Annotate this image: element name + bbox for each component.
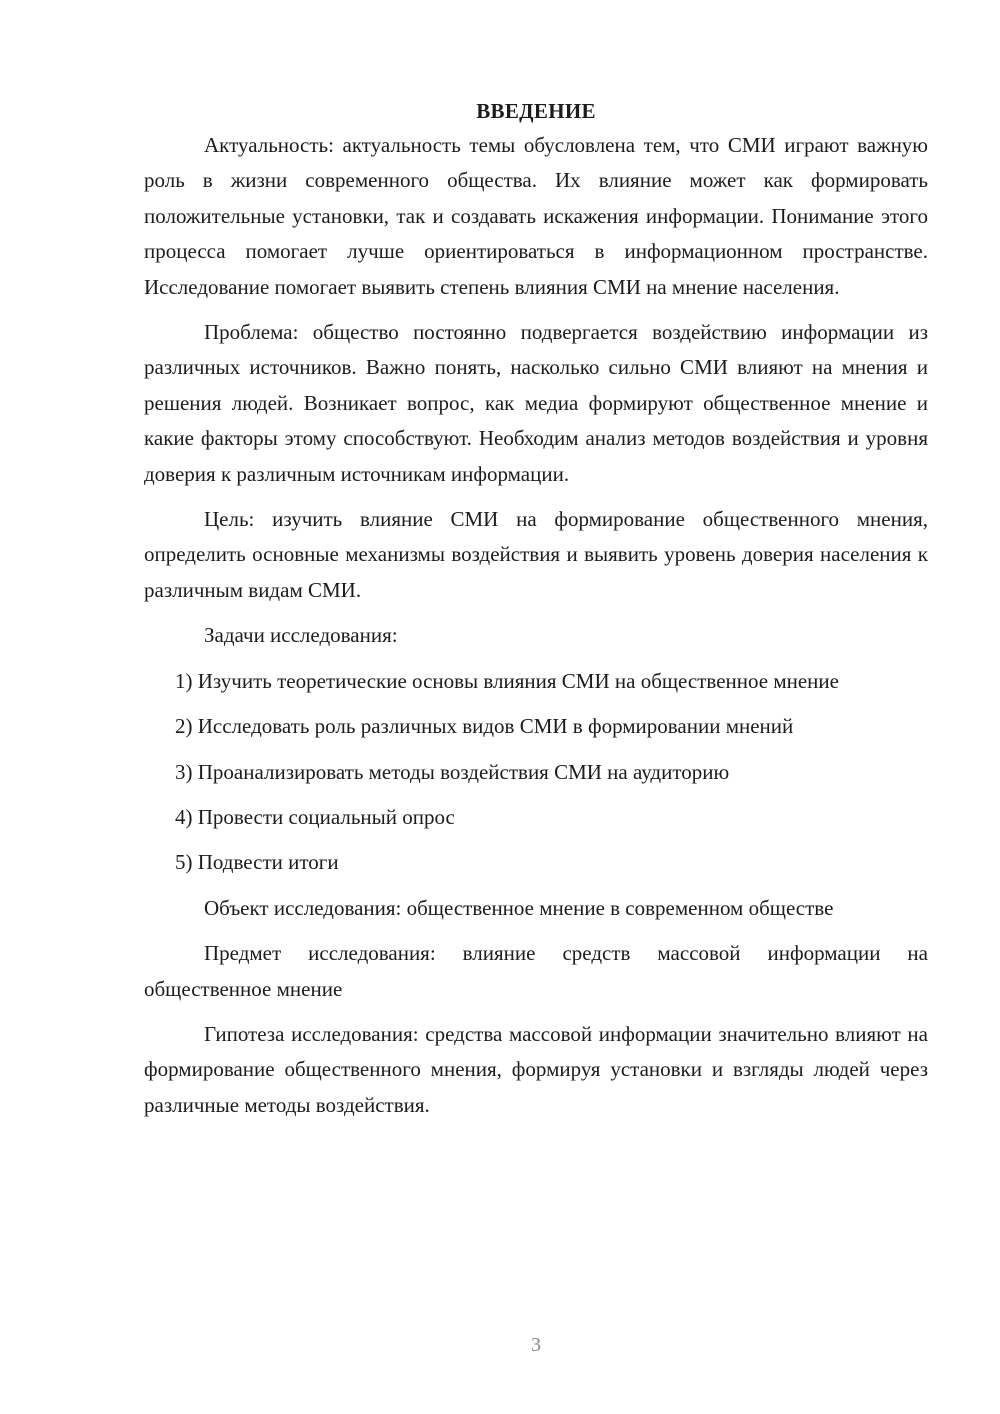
- task-item-2: 2) Исследовать роль различных видов СМИ в формировании мнений: [175, 714, 794, 739]
- task-item-4: 4) Провести социальный опрос: [175, 804, 455, 829]
- subject-paragraph: Предмет исследования: влияние средств массовой информации на общественное мнение: [144, 941, 928, 1001]
- hypothesis-paragraph: Гипотеза исследования: средства массовой информации значительно влияют на формирование общественного мнения, формируя установки и взгляды людей через различные методы воздействия.: [144, 1021, 928, 1117]
- task-item-3: 3) Проанализировать методы воздействия СМИ на аудиторию: [175, 759, 730, 784]
- problem-paragraph: Проблема: общество постоянно подвергается воздействию информации из различных источников. Важно понять, насколько сильно СМИ влияют на мнения и решения людей. Возникает вопрос, как медиа формируют общественное мнение и какие факторы этому способствуют. Необходим анализ методов воздействия и уровня доверия к различным источникам информации.: [144, 320, 928, 486]
- relevance-paragraph: Актуальность: актуальность темы обусловлена тем, что СМИ играют важную роль в жизни современного общества. Их влияние может как формировать положительные установки, так и создавать искажения информации. Понимание этого процесса помогает лучше ориентироваться в информационном пространстве. Исследование помогает выявить степень влияния СМИ на мнение населения.: [144, 133, 928, 299]
- document-page: [144, 96, 928, 1133]
- tasks-heading: Задачи исследования:: [204, 623, 398, 648]
- task-item-5: 5) Подвести итоги: [175, 850, 339, 875]
- section-title: ВВЕДЕНИЕ: [476, 99, 596, 123]
- page-number: 3: [531, 1334, 541, 1356]
- object-paragraph: Объект исследования: общественное мнение в современном обществе: [204, 895, 834, 920]
- task-item-1: 1) Изучить теоретические основы влияния СМИ на общественное мнение: [175, 668, 839, 693]
- goal-paragraph: Цель: изучить влияние СМИ на формирование общественного мнения, определить основные механизмы воздействия и выявить уровень доверия населения к различным видам СМИ.: [144, 507, 928, 602]
